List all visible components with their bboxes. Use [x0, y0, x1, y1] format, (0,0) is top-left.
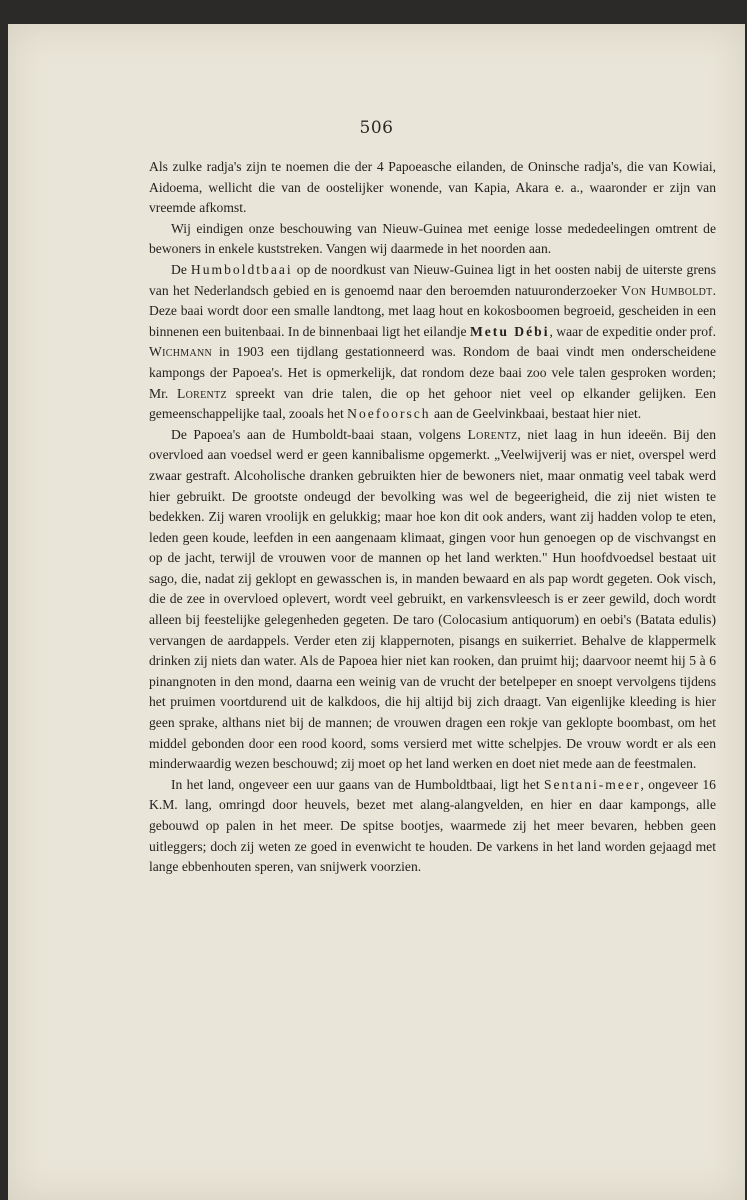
person-name-von-humboldt: Von Humboldt [621, 282, 713, 298]
text-run: . Deze baai wordt door een smalle landtong, met laag hout en kokosboomen begroeid, gescheiden in een binnenen een buitenbaai. In de binnenbaai ligt het eilandje [149, 282, 716, 339]
person-name-wichmann: Wichmann [149, 344, 213, 360]
place-name-metu-debi: Metu Débi [469, 323, 550, 339]
text-run: De Papoea's aan de Humboldt-baai staan, volgens [171, 426, 468, 442]
text-run: De [171, 261, 191, 277]
paragraph-2 [149, 219, 716, 260]
text-run: aan de Geelvinkbaai, bestaat hier niet. [430, 406, 642, 422]
paragraph-1 [149, 157, 716, 219]
place-name-sentani-meer: Sentani-meer [544, 776, 641, 792]
text-run: Wij eindigen onze beschouwing van Nieuw-Guinea met eenige losse mededeelingen omtrent de bewoners in enkele kuststreken. Vangen wij daarmede in het noorden aan. [149, 220, 716, 257]
paragraph-4 [149, 425, 716, 775]
text-run: , waar de expeditie onder prof. [549, 323, 716, 339]
paragraph-3 [149, 260, 716, 425]
text-run: spreekt van drie talen, die op het gehoor niet veel op elkander gelijken. Een gemeenschappelijke taal, zooals het [149, 385, 716, 422]
page-number: 506 [359, 118, 394, 138]
book-page [8, 24, 745, 1200]
person-name-lorentz: Lorentz [467, 426, 518, 442]
text-run: In het land, ongeveer een uur gaans van de Humboldtbaai, ligt het [171, 776, 544, 792]
text-run: in 1903 een tijdlang gestationneerd was. Rondom de baai vindt men onderscheidene kampongs der Papoea's. Het is opmerkelijk, dat rondom deze baai zoo vele talen gesproken worden; Mr. [149, 344, 716, 401]
paragraph-5 [149, 775, 716, 878]
text-run: , niet laag in hun ideeën. Bij den overvloed aan voedsel werd er geen kannibalisme opgemerkt. „Veelwijverij was er niet, overspel werd zwaar gestraft. Alcoholische dranken gebruikten hier de bewoners niet, maar onmatig veel tabak werd hier gebruikt. De grootste ondeugd der bevolking was wel de begeerigheid, die zij niet wisten te bedekken. Zij waren vroolijk en gelukkig; maar hoe kon dit ook anders, want zij hadden volop te eten, leden geen koude, leefden in een aangenaam klimaat, gingen voor hun genoegen op de vischvangst en op de jacht, terwijl de vrouwen voor de mannen op het land werkten." Hun hoofdvoedsel bestaat uit sago, die, nadat zij geklopt en gewasschen is, in manden bewaard en als pap wordt gegeten. Ook visch, die de zee in overvloed oplevert, wordt veel gebruikt, en varkensvleesch is er zeer gewild, doch wordt alleen bij feestelijke gelegenheden gegeten. De taro (Colocasium antiquorum) en oebi's (Batata edulis) vervangen de aardappels. Verder eten zij klappernoten, pisangs en suikerriet. Behalve de klappermelk drinken zij niets dan water. Als de Papoea hier niet kan rooken, dan pruimt hij; daarvoor neemt hij 5 à 6 pinangnoten in den mond, daarna een weinig van de vrucht der betelpeper en snoept vervolgens tijdens het pruimen voortdurend uit de kalkdoos, die hij altijd bij zich draagt. Van eigenlijke kleeding is hier geen sprake, althans niet bij de mannen; de vrouwen dragen een rokje van geklopte boombast, om het middel gebonden door een rood koord, soms versierd met witte schelpjes. De vrouw wordt er als een minderwaardig wezen beschouwd; zij moet op het land werken en doet niet mede aan de feestmalen. [149, 426, 717, 772]
place-name-humboldtbaai: Humboldtbaai [190, 261, 293, 277]
language-name-noefoorsch: Noefoorsch [347, 406, 431, 422]
person-name-lorentz: Lorentz [177, 385, 227, 401]
body-text [149, 157, 716, 878]
text-run: Als zulke radja's zijn te noemen die der 4 Papoeasche eilanden, de Oninsche radja's, die van Kowiai, Aidoema, wellicht die van de oostelijker wonende, van Kapia, Akara e. a., waaronder er zijn van vreemde afkomst. [149, 159, 716, 216]
text-run: , ongeveer 16 K.M. lang, omringd door heuvels, bezet met alang-alangvelden, en hier en daar kampongs, alle gebouwd op palen in het meer. De spitse bootjes, waarmede zij het meer bevaren, hebben geen uitleggers; doch zij weten ze goed in evenwicht te houden. De varkens in het land worden gejaagd met lange ebbenhouten speren, van snijwerk voorzien. [149, 776, 716, 875]
text-run: op de noordkust van Nieuw-Guinea ligt in het oosten nabij de uiterste grens van het Nederlandsch gebied en is genoemd naar den beroemden natuuronderzoeker [149, 261, 716, 298]
